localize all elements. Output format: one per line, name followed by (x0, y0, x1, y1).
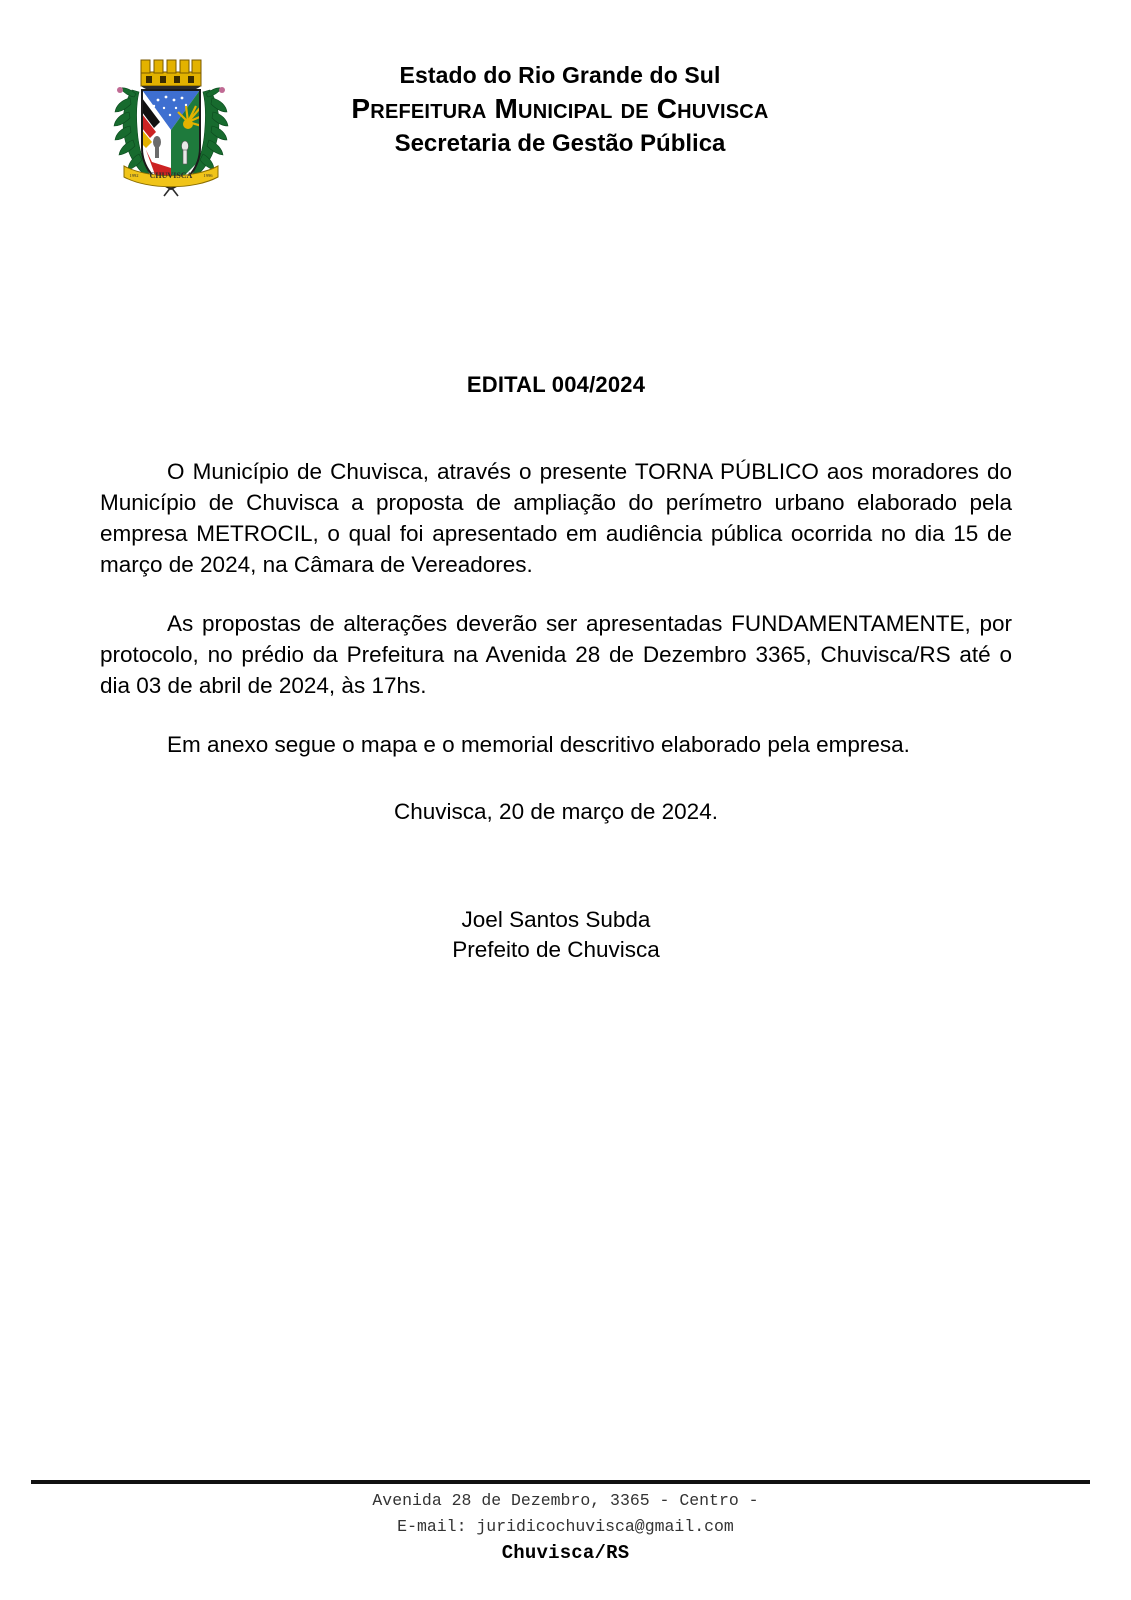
footer-email: E-mail: juridicochuvisca@gmail.com (397, 1517, 734, 1536)
signature-block (100, 905, 1012, 965)
paragraph-1: O Município de Chuvisca, através o presente TORNA PÚBLICO aos moradores do Município de Chuvisca a proposta de ampliação do perímetro urbano elaborado pela empresa METROCIL, o qual foi apresentado em audiência pública ocorrida no dia 15 de março de 2024, na Câmara de Vereadores. (100, 459, 1012, 577)
header-title-block (250, 60, 870, 160)
footer-contact-block (0, 1488, 1131, 1566)
footer-address: Avenida 28 de Dezembro, 3365 - Centro - (372, 1491, 759, 1510)
signatory-name: Joel Santos Subda (461, 907, 651, 932)
date-line: Chuvisca, 20 de março de 2024. (394, 799, 718, 824)
document-footer (0, 1470, 1131, 1600)
footer-divider (31, 1480, 1090, 1484)
header-city-hall-line: Prefeitura Municipal de Chuvisca (351, 93, 769, 124)
coat-of-arms-icon (108, 50, 234, 198)
coat-of-arms-banner-text: CHUVISCA (149, 171, 193, 180)
header-state-line: Estado do Rio Grande do Sul (399, 62, 721, 88)
footer-city: Chuvisca/RS (501, 1542, 630, 1564)
svg-text:1992: 1992 (129, 173, 139, 178)
document-header (0, 46, 1131, 196)
header-department-line: Secretaria de Gestão Pública (394, 130, 726, 157)
signatory-role: Prefeito de Chuvisca (452, 937, 660, 962)
svg-text:1996: 1996 (203, 173, 213, 178)
paragraph-2: As propostas de alterações deverão ser apresentadas FUNDAMENTAMENTE, por protocolo, no prédio da Prefeitura na Avenida 28 de Dezembro 3365, Chuvisca/RS até o dia 03 de abril de 2024, às 17hs. (100, 611, 1012, 698)
page-title: EDITAL 004/2024 (466, 372, 646, 397)
document-body (100, 372, 1012, 965)
paragraph-3: Em anexo segue o mapa e o memorial descritivo elaborado pela empresa. (167, 732, 910, 757)
